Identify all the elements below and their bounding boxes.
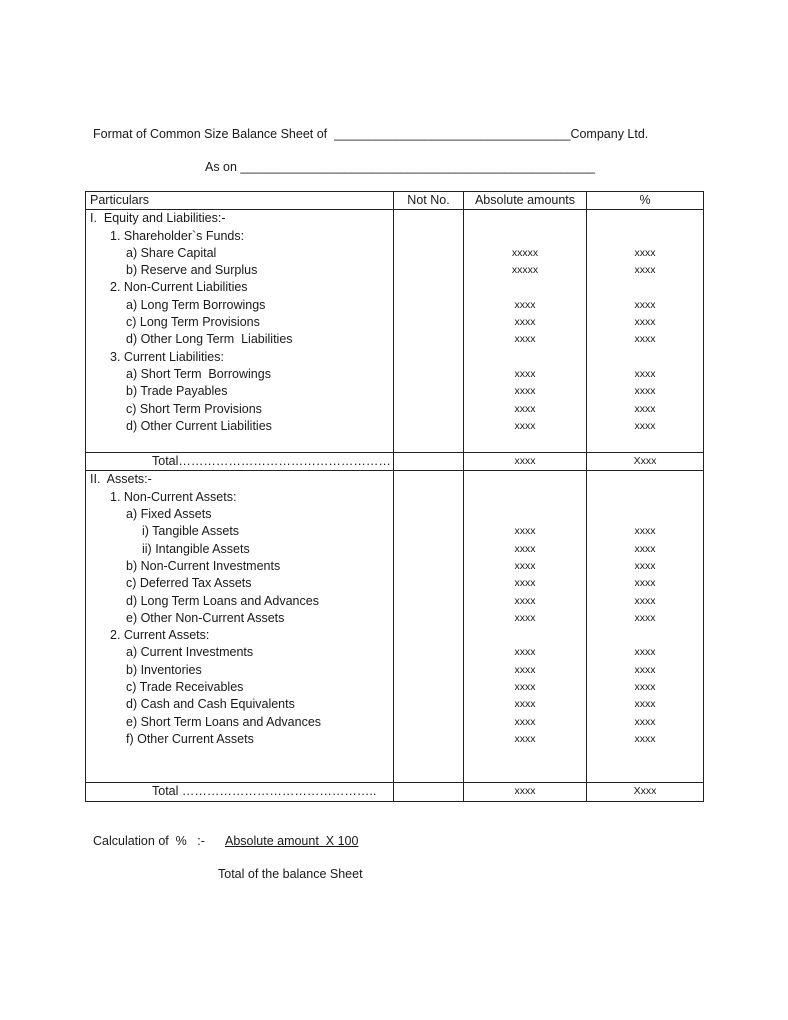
spacer-cell (394, 748, 464, 783)
balance-sheet-table (85, 191, 704, 802)
table-row (86, 366, 704, 383)
row-percent: xxxx (587, 714, 704, 731)
row-particular: d) Long Term Loans and Advances (86, 593, 394, 610)
row-percent (587, 349, 704, 366)
row-percent: xxxx (587, 262, 704, 279)
row-note-no (394, 383, 464, 400)
table-row (86, 245, 704, 262)
spacer-cell (86, 435, 394, 453)
row-percent: xxxx (587, 418, 704, 435)
as-on-line: As on ___________________________________________________ (205, 160, 595, 174)
row-particular: a) Long Term Borrowings (86, 297, 394, 314)
calculation-denominator: Total of the balance Sheet (218, 867, 363, 881)
row-particular: e) Other Non-Current Assets (86, 610, 394, 627)
table-row (86, 314, 704, 331)
row-particular: f) Other Current Assets (86, 731, 394, 748)
table-row (86, 262, 704, 279)
total-absolute-amount: xxxx (464, 783, 587, 801)
row-note-no (394, 523, 464, 540)
header-percent: % (587, 192, 704, 210)
row-note-no (394, 314, 464, 331)
table-row (86, 383, 704, 400)
row-absolute-amount: xxxx (464, 696, 587, 713)
row-particular: a) Share Capital (86, 245, 394, 262)
row-note-no (394, 228, 464, 245)
row-particular: II. Assets:- (86, 471, 394, 489)
spacer-cell (464, 435, 587, 453)
row-particular: b) Non-Current Investments (86, 558, 394, 575)
row-percent: xxxx (587, 245, 704, 262)
row-percent (587, 506, 704, 523)
row-note-no (394, 696, 464, 713)
table-row (86, 696, 704, 713)
row-note-no (394, 418, 464, 435)
row-particular: b) Inventories (86, 662, 394, 679)
row-percent: xxxx (587, 593, 704, 610)
total-label: Total…………………………………………… (86, 453, 394, 471)
row-particular: I. Equity and Liabilities:- (86, 210, 394, 228)
row-particular: a) Current Investments (86, 644, 394, 661)
table-row (86, 228, 704, 245)
row-particular: c) Trade Receivables (86, 679, 394, 696)
total-note-no (394, 453, 464, 471)
total-label: Total ……………………………………….. (86, 783, 394, 801)
row-note-no (394, 575, 464, 592)
spacer-cell (587, 435, 704, 453)
table-row (86, 644, 704, 661)
row-absolute-amount: xxxxx (464, 245, 587, 262)
row-note-no (394, 331, 464, 348)
row-absolute-amount: xxxx (464, 541, 587, 558)
row-absolute-amount (464, 627, 587, 644)
row-note-no (394, 506, 464, 523)
row-note-no (394, 558, 464, 575)
spacer-cell (464, 748, 587, 783)
row-note-no (394, 541, 464, 558)
table-row (86, 575, 704, 592)
row-particular: b) Trade Payables (86, 383, 394, 400)
row-note-no (394, 245, 464, 262)
row-absolute-amount: xxxx (464, 679, 587, 696)
row-percent (587, 471, 704, 489)
row-absolute-amount: xxxx (464, 331, 587, 348)
row-note-no (394, 731, 464, 748)
table-row (86, 331, 704, 348)
header-absolute-amounts: Absolute amounts (464, 192, 587, 210)
table-row (86, 541, 704, 558)
table-row (86, 731, 704, 748)
table-row (86, 401, 704, 418)
row-note-no (394, 644, 464, 661)
row-note-no (394, 262, 464, 279)
row-absolute-amount: xxxx (464, 558, 587, 575)
row-absolute-amount: xxxx (464, 731, 587, 748)
row-note-no (394, 593, 464, 610)
row-particular: 2. Current Assets: (86, 627, 394, 644)
row-note-no (394, 279, 464, 296)
row-note-no (394, 610, 464, 627)
row-absolute-amount (464, 489, 587, 506)
row-particular: c) Short Term Provisions (86, 401, 394, 418)
row-absolute-amount: xxxx (464, 418, 587, 435)
row-particular: d) Other Long Term Liabilities (86, 331, 394, 348)
table-row (86, 506, 704, 523)
row-percent: xxxx (587, 575, 704, 592)
row-percent (587, 489, 704, 506)
table-row (86, 714, 704, 731)
row-particular: i) Tangible Assets (86, 523, 394, 540)
row-absolute-amount (464, 210, 587, 228)
row-note-no (394, 366, 464, 383)
row-absolute-amount: xxxx (464, 401, 587, 418)
calculation-label: Calculation of % :- (93, 834, 205, 848)
row-percent (587, 279, 704, 296)
spacer-cell (86, 748, 394, 783)
document-title: Format of Common Size Balance Sheet of __________________________________Company Ltd. (93, 127, 649, 141)
table-header-row (86, 192, 704, 210)
total-row-liabilities (86, 453, 704, 471)
row-percent: xxxx (587, 366, 704, 383)
row-percent: xxxx (587, 679, 704, 696)
row-absolute-amount: xxxx (464, 714, 587, 731)
row-percent: xxxx (587, 541, 704, 558)
row-particular: b) Reserve and Surplus (86, 262, 394, 279)
row-percent: xxxx (587, 331, 704, 348)
row-absolute-amount (464, 279, 587, 296)
row-particular: c) Deferred Tax Assets (86, 575, 394, 592)
row-note-no (394, 627, 464, 644)
row-note-no (394, 714, 464, 731)
table-row (86, 610, 704, 627)
total-row-assets (86, 783, 704, 801)
total-note-no (394, 783, 464, 801)
row-note-no (394, 210, 464, 228)
table-row (86, 210, 704, 228)
table-row (86, 662, 704, 679)
row-particular: d) Cash and Cash Equivalents (86, 696, 394, 713)
row-absolute-amount: xxxx (464, 297, 587, 314)
row-absolute-amount (464, 228, 587, 245)
total-absolute-amount: xxxx (464, 453, 587, 471)
table-row (86, 349, 704, 366)
row-particular: e) Short Term Loans and Advances (86, 714, 394, 731)
table-row (86, 593, 704, 610)
spacer-row (86, 435, 704, 453)
row-particular: a) Short Term Borrowings (86, 366, 394, 383)
spacer-cell (394, 435, 464, 453)
row-absolute-amount (464, 349, 587, 366)
row-absolute-amount: xxxx (464, 366, 587, 383)
row-note-no (394, 297, 464, 314)
table-row (86, 471, 704, 489)
row-particular: 3. Current Liabilities: (86, 349, 394, 366)
row-absolute-amount: xxxxx (464, 262, 587, 279)
row-percent: xxxx (587, 696, 704, 713)
total-percent: Xxxx (587, 453, 704, 471)
row-particular: d) Other Current Liabilities (86, 418, 394, 435)
row-note-no (394, 679, 464, 696)
spacer-cell (587, 748, 704, 783)
table-row (86, 627, 704, 644)
row-particular: 1. Non-Current Assets: (86, 489, 394, 506)
row-percent: xxxx (587, 610, 704, 627)
row-percent: xxxx (587, 383, 704, 400)
row-percent: xxxx (587, 558, 704, 575)
row-absolute-amount: xxxx (464, 593, 587, 610)
header-particulars: Particulars (86, 192, 394, 210)
total-percent: Xxxx (587, 783, 704, 801)
calculation-numerator: Absolute amount X 100 (225, 834, 359, 848)
header-note-no: Not No. (394, 192, 464, 210)
row-percent (587, 228, 704, 245)
row-note-no (394, 471, 464, 489)
row-percent (587, 210, 704, 228)
row-percent: xxxx (587, 297, 704, 314)
table-row (86, 558, 704, 575)
row-absolute-amount: xxxx (464, 662, 587, 679)
row-particular: 1. Shareholder`s Funds: (86, 228, 394, 245)
table-row (86, 297, 704, 314)
row-note-no (394, 349, 464, 366)
row-particular: ii) Intangible Assets (86, 541, 394, 558)
row-percent: xxxx (587, 731, 704, 748)
row-particular: a) Fixed Assets (86, 506, 394, 523)
table-row (86, 489, 704, 506)
table-row (86, 279, 704, 296)
row-absolute-amount: xxxx (464, 644, 587, 661)
row-percent: xxxx (587, 523, 704, 540)
table-row (86, 523, 704, 540)
row-absolute-amount: xxxx (464, 383, 587, 400)
row-percent: xxxx (587, 644, 704, 661)
row-percent: xxxx (587, 401, 704, 418)
row-particular: 2. Non-Current Liabilities (86, 279, 394, 296)
row-percent: xxxx (587, 662, 704, 679)
table-row (86, 418, 704, 435)
row-absolute-amount: xxxx (464, 523, 587, 540)
row-note-no (394, 401, 464, 418)
row-note-no (394, 489, 464, 506)
row-absolute-amount: xxxx (464, 575, 587, 592)
row-particular: c) Long Term Provisions (86, 314, 394, 331)
row-absolute-amount (464, 471, 587, 489)
row-absolute-amount: xxxx (464, 314, 587, 331)
row-absolute-amount (464, 506, 587, 523)
row-absolute-amount: xxxx (464, 610, 587, 627)
row-percent: xxxx (587, 314, 704, 331)
row-percent (587, 627, 704, 644)
table-row (86, 679, 704, 696)
spacer-row (86, 748, 704, 783)
row-note-no (394, 662, 464, 679)
